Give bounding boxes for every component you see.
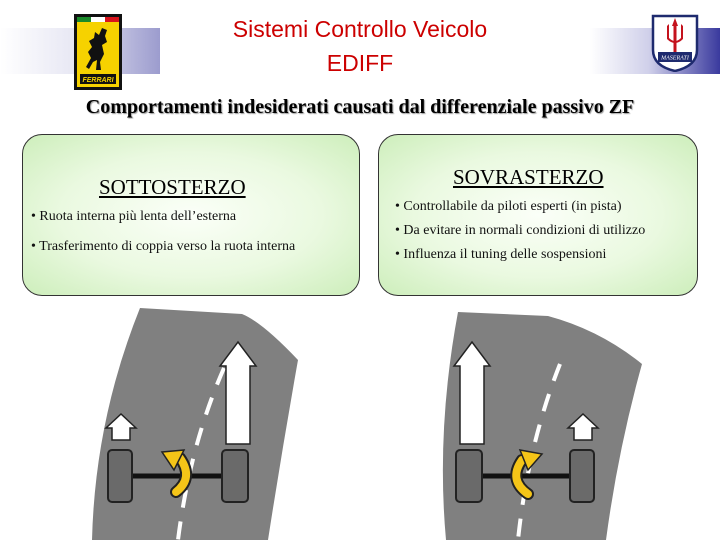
outer-wheel [570,450,594,502]
oversteer-panel [378,134,698,296]
oversteer-bullet-2: • Da evitare in normali condizioni di utilizzo [395,223,646,238]
ferrari-logo-text: FERRARI [82,77,114,84]
understeer-bullet-2: • Trasferimento di coppia verso la ruota interna [31,239,296,254]
page-title-line2: EDIFF [326,50,394,76]
understeer-panel [22,134,360,296]
understeer-diagram [92,308,298,540]
inner-wheel [456,450,482,502]
ferrari-logo [74,14,122,90]
oversteer-diagram [443,312,642,540]
maserati-logo-text: MASERATI [661,55,689,62]
slide-subtitle: Comportamenti indesiderati causati dal differenziale passivo ZF [85,96,635,118]
understeer-heading: SOTTOSTERZO [99,175,246,199]
vehicle-diagram [0,300,720,540]
outer-wheel [222,450,248,502]
maserati-logo [650,14,700,72]
oversteer-bullet-1: • Controllabile da piloti esperti (in pista) [395,199,622,214]
oversteer-bullet-3: • Influenza il tuning delle sospensioni [395,247,607,262]
page-title-line1: Sistemi Controllo Veicolo [232,16,488,42]
understeer-bullet-1: • Ruota interna più lenta dell’esterna [31,209,237,224]
oversteer-heading: SOVRASTERZO [453,165,604,189]
inner-wheel [108,450,132,502]
